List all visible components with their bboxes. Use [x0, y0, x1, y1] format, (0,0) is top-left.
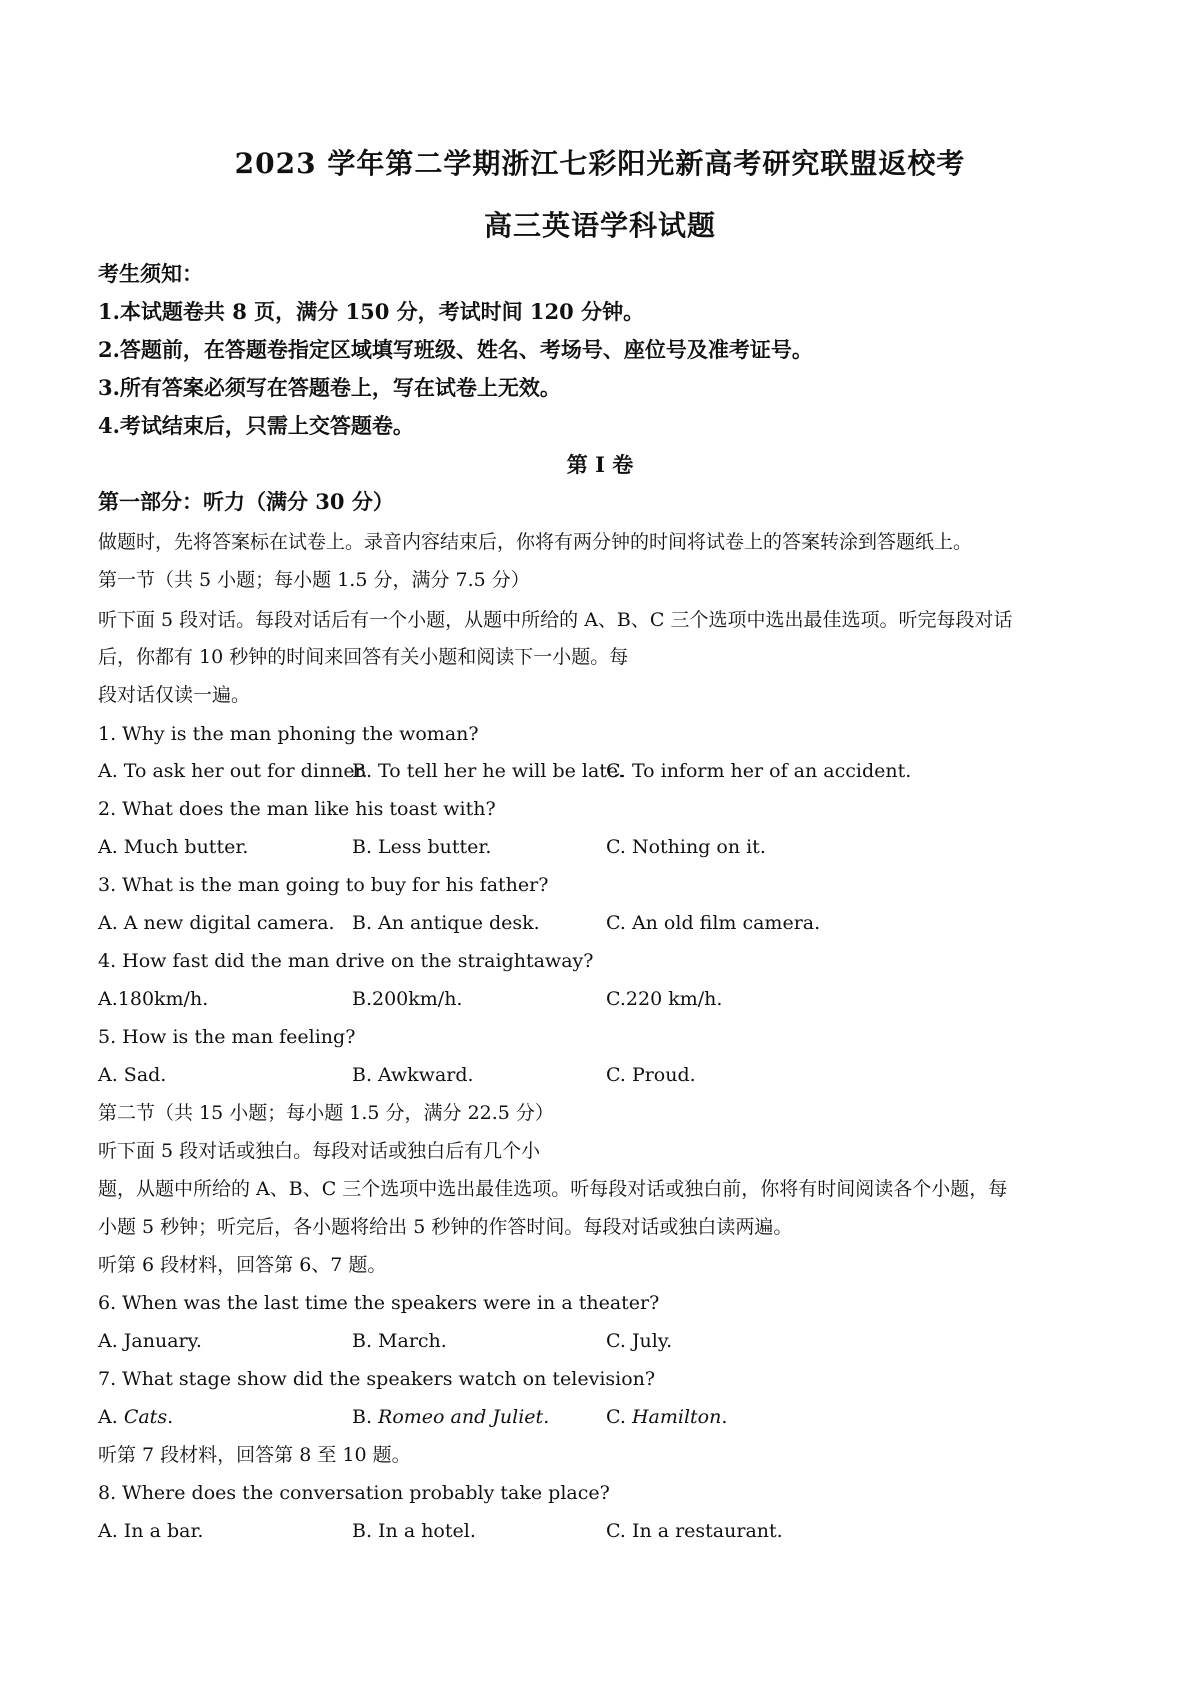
option-c: C. Nothing on it. — [606, 836, 766, 858]
option-a — [98, 1405, 173, 1429]
option-b: B. An antique desk. — [352, 912, 540, 934]
option-b: B. March. — [352, 1330, 447, 1352]
option-b: B.200km/h. — [352, 988, 463, 1010]
section2-instructions: 题，从题中所给的 A、B、C 三个选项中选出最佳选项。听每段对话或独白前，你将有时间阅读各个小题，每 — [98, 1178, 1008, 1200]
question-text: 7. What stage show did the speakers watch on television? — [98, 1368, 656, 1390]
question-text: 5. How is the man feeling? — [98, 1026, 356, 1048]
option-b: B. Awkward. — [352, 1064, 474, 1086]
option-b: B. To tell her he will be late. — [352, 760, 625, 782]
part1-intro: 做题时，先将答案标在试卷上。录音内容结束后，你将有两分钟的时间将试卷上的答案转涂到答题纸上。 — [98, 531, 973, 553]
question-text: 6. When was the last time the speakers were in a theater? — [98, 1292, 660, 1314]
option-c: C.220 km/h. — [606, 988, 723, 1010]
option-b: B. Less butter. — [352, 836, 492, 858]
option-a: A. A new digital camera. — [98, 912, 335, 934]
notice-item: 3.所有答案必须写在答题卷上，写在试卷上无效。 — [98, 375, 561, 400]
option-c: C. An old film camera. — [606, 912, 821, 934]
material-instruction: 听第 6 段材料，回答第 6、7 题。 — [98, 1254, 387, 1276]
option-label: C. — [606, 1406, 632, 1428]
option-a: A.180km/h. — [98, 988, 209, 1010]
section1-heading: 第一节（共 5 小题；每小题 1.5 分，满分 7.5 分） — [98, 569, 530, 591]
option-a: A. Sad. — [98, 1064, 167, 1086]
notice-item: 4.考试结束后，只需上交答题卷。 — [98, 413, 414, 438]
option-c: C. Proud. — [606, 1064, 696, 1086]
notice-item: 1.本试题卷共 8 页，满分 150 分，考试时间 120 分钟。 — [98, 299, 645, 324]
option-b: B. In a hotel. — [352, 1520, 476, 1542]
notice-item: 2.答题前，在答题卷指定区域填写班级、姓名、考场号、座位号及准考证号。 — [98, 337, 813, 362]
question-text: 3. What is the man going to buy for his father? — [98, 874, 549, 896]
option-punct: . — [167, 1406, 174, 1428]
section1-instructions: 段对话仅读一遍。 — [98, 684, 251, 706]
option-punct: . — [543, 1406, 550, 1428]
option-punct: . — [721, 1406, 728, 1428]
material-instruction: 听第 7 段材料，回答第 8 至 10 题。 — [98, 1444, 411, 1466]
question-text: 8. Where does the conversation probably take place? — [98, 1482, 610, 1504]
option-c: C. In a restaurant. — [606, 1520, 783, 1542]
option-label: A. — [98, 1406, 124, 1428]
option-title: Cats — [123, 1406, 168, 1428]
option-a: A. January. — [98, 1330, 202, 1352]
option-b — [352, 1405, 549, 1429]
option-title: Hamilton — [631, 1406, 722, 1428]
question-text: 1. Why is the man phoning the woman? — [98, 723, 479, 745]
option-a: A. Much butter. — [98, 836, 249, 858]
option-c: C. July. — [606, 1330, 673, 1352]
exam-subtitle: 高三英语学科试题 — [483, 209, 716, 242]
section1-instructions: 听下面 5 段对话。每段对话后有一个小题，从题中所给的 A、B、C 三个选项中选出最佳选项。听完每段对话 — [98, 609, 1013, 631]
option-title: Romeo and Juliet — [378, 1406, 544, 1428]
section2-heading: 第二节（共 15 小题；每小题 1.5 分，满分 22.5 分） — [98, 1102, 554, 1124]
section2-instructions: 听下面 5 段对话或独白。每段对话或独白后有几个小 — [98, 1140, 541, 1162]
option-a: A. To ask her out for dinner. — [98, 760, 368, 782]
question-text: 2. What does the man like his toast with? — [98, 798, 496, 820]
option-label: B. — [352, 1406, 379, 1428]
part1-heading: 第一部分：听力（满分 30 分） — [98, 489, 394, 514]
option-c: C. To inform her of an accident. — [606, 760, 912, 782]
notice-heading: 考生须知： — [98, 261, 203, 286]
section2-instructions: 小题 5 秒钟；听完后，各小题将给出 5 秒钟的作答时间。每段对话或独白读两遍。 — [98, 1216, 793, 1238]
option-c — [606, 1405, 727, 1429]
section1-instructions: 后，你都有 10 秒钟的时间来回答有关小题和阅读下一小题。每 — [98, 646, 629, 668]
volume-heading: 第 I 卷 — [566, 452, 634, 477]
exam-title: 2023 学年第二学期浙江七彩阳光新高考研究联盟返校考 — [234, 147, 966, 180]
option-a: A. In a bar. — [98, 1520, 204, 1542]
question-text: 4. How fast did the man drive on the straightaway? — [98, 950, 594, 972]
